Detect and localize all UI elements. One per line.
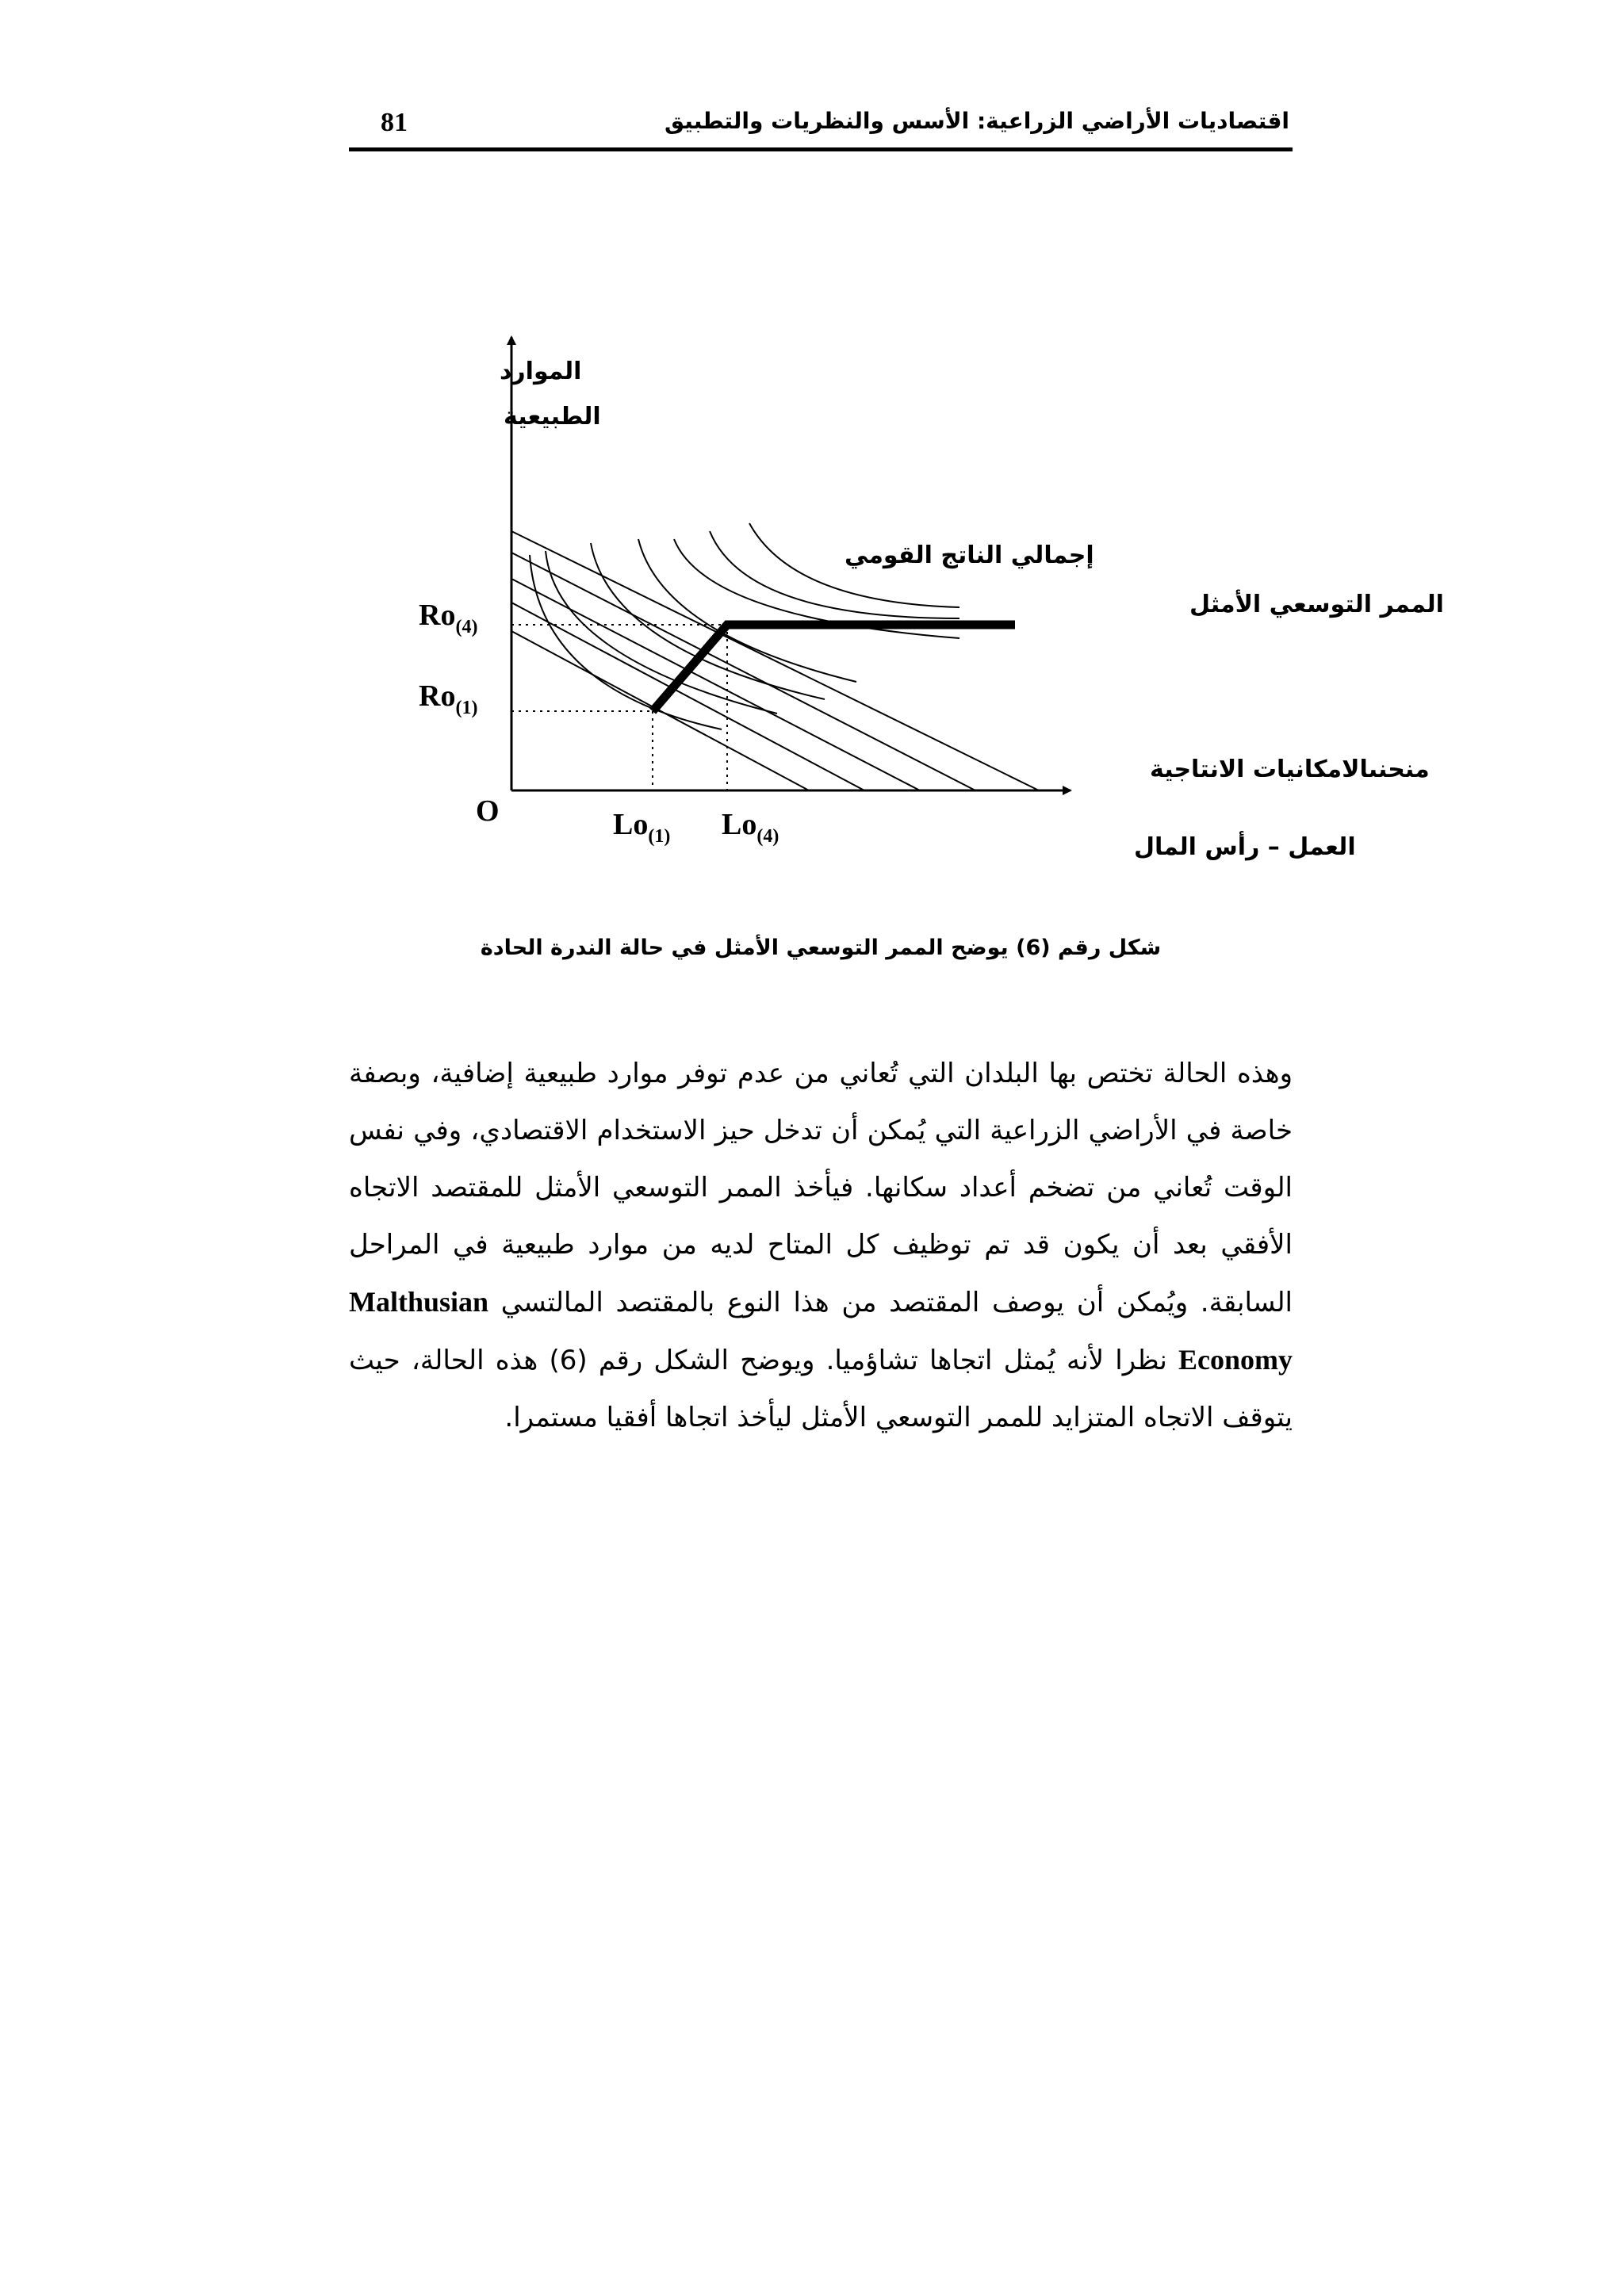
ppf-line (511, 531, 1039, 790)
x-tick-lo1: $Lo_{(1)}$ (613, 808, 671, 847)
x-axis-label: العمل – رأس المال (1134, 833, 1356, 861)
body-term: Malthusian Economy (349, 1286, 1293, 1376)
body-text-part1: وهذه الحالة تختص بها البلدان التي تُعاني من عدم توفر موارد طبيعية إضافية، وبصفة خاصة في الأراضي الزراعية التي يُمكن أن تدخل حيز الاستخدام الاقتصادي، وفي نفس الوقت تُعاني من تضخم أعداد سكانها. فيأخذ الممر التوسعي الأمثل للمقتصد الاتجاه الأفقي بعد أن يكون قد تم توظيف كل المتاح لديه من موارد طبيعية في المراحل السابقة. ويُمكن أن يوصف المقتصد من هذا النوع بالمقتصد المالتسي (349, 1058, 1293, 1318)
ppf-line (511, 579, 920, 790)
reference-dotted-lines (511, 625, 727, 790)
body-text-part2: نظرا لأنه يُمثل اتجاها تشاؤميا. ويوضح الشكل رقم (6) هذه الحالة، حيث يتوقف الاتجاه المتزايد للممر التوسعي الأمثل ليأخذ اتجاها أفقيا مستمرا. (349, 1345, 1293, 1433)
label-expansion-path: الممر التوسعي الأمثل (1189, 591, 1444, 618)
body-paragraph (349, 1045, 1293, 1446)
page-number: 81 (381, 108, 408, 137)
x-tick-lo4: $Lo_{(4)}$ (722, 808, 779, 847)
y-tick-ro1: $Ro_{(1)}$ (419, 679, 478, 718)
label-ppf: منحنىالامكانيات الانتاجية (1150, 756, 1430, 783)
isoquant-curve (530, 555, 722, 729)
running-title: اقتصاديات الأراضي الزراعية: الأسس والنظريات والتطبيق (665, 108, 1289, 134)
isoquant-curve (546, 551, 777, 714)
y-axis-label-line1: الموارد (500, 358, 582, 385)
optimal-expansion-path (653, 625, 1015, 711)
y-axis-label-line2: الطبيعية (504, 403, 601, 430)
y-tick-ro4: $Ro_{(4)}$ (419, 599, 478, 637)
ppf-lines (511, 531, 1039, 790)
figure-caption: شكل رقم (6) يوضح الممر التوسعي الأمثل في حالة الندرة الحادة (480, 936, 1162, 960)
page-header (349, 94, 1293, 151)
figure-expansion-path (349, 317, 1444, 888)
label-gnp: إجمالي الناتج القومي (845, 541, 1094, 569)
origin-label: O (476, 794, 500, 828)
